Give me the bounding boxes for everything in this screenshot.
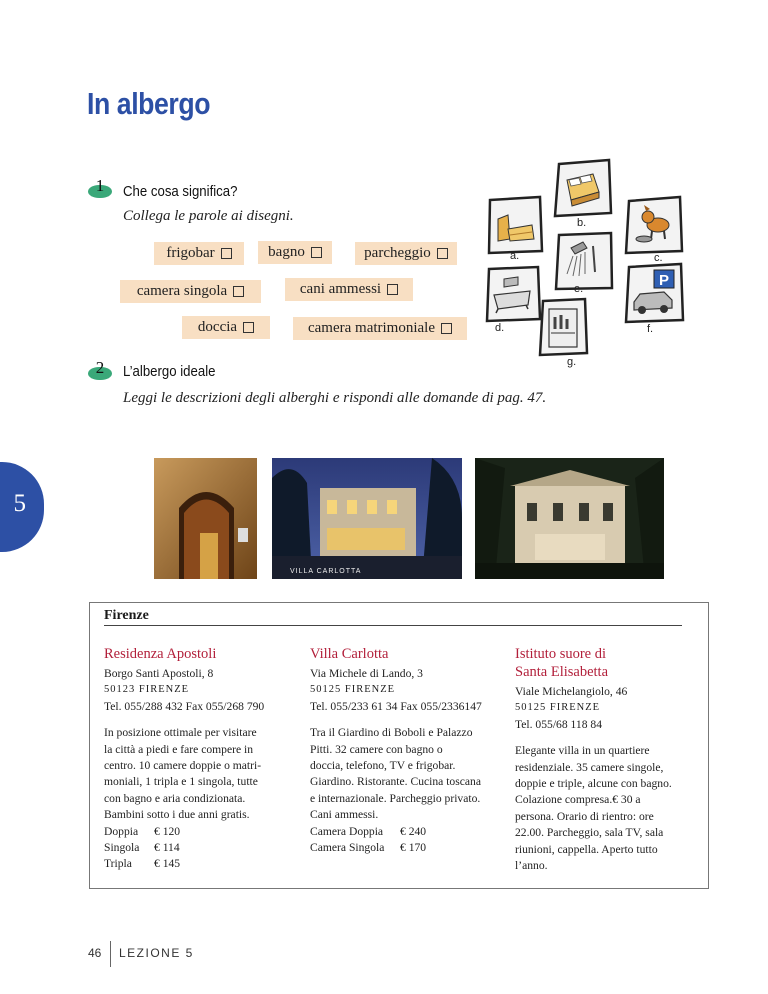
picture-letter-g: g. [567,356,577,368]
description-line: persona. Orario di rientro: ore [515,809,654,823]
drawing-minibar-icon [537,297,589,357]
photo-istituto-santa-elisabetta [475,458,664,579]
checkbox[interactable] [243,322,254,333]
checkbox[interactable] [387,284,398,295]
hotel-cap: 50123 FIRENZE [104,684,190,696]
picture-letter-a: a. [510,250,520,262]
hotel-phone: Tel. 055/68 118 84 [515,717,602,731]
hotel-column-villa-carlotta [310,645,500,856]
word-chip-bagno [258,241,332,264]
hotel-cap: 50125 FIRENZE [515,702,601,714]
chapter-tab [0,462,44,552]
description-line: la città a piedi e fare compere in [104,742,254,756]
description-line: con bagno e aria condizionata. [104,791,246,805]
checkbox[interactable] [437,248,448,259]
price-label: Doppia [104,824,139,838]
word-label: frigobar [166,245,215,261]
word-chip-cani-ammessi [285,278,413,301]
description-line: Tra il Giardino di Boboli e Palazzo [310,726,473,740]
price-label: Camera Singola [310,841,385,855]
picture-letter-d: d. [495,322,505,334]
price-row [310,840,500,856]
chapter-number: 5 [13,490,26,517]
lesson-label: LEZIONE 5 [119,946,194,960]
description-line: l’anno. [515,859,548,873]
hotel-listings-box [89,602,709,889]
hotel-column-residenza-apostoli [104,645,294,873]
word-label: parcheggio [364,245,431,261]
word-label: camera singola [136,283,228,299]
city-heading: Firenze [104,608,149,623]
exercise-2-badge [88,358,112,380]
hotel-name: Residenza Apostoli [104,646,217,662]
description-line: Colazione compresa.€ 30 a [515,793,641,807]
description-line: e internazionale. Parcheggio privato. [310,791,481,805]
page-title: In albergo [87,86,211,121]
drawing-double-bed-icon [553,158,613,218]
exercise-1-badge [88,176,112,198]
word-chip-parcheggio [355,242,457,265]
price-value: € 145 [154,857,181,871]
photo-residenza-apostoli [154,458,257,579]
checkbox[interactable] [233,286,244,297]
exercise-1-title: Che cosa significa? [123,183,238,200]
hotel-address: Borgo Santi Apostoli, 8 [104,667,214,680]
picture-letter-c: c. [654,252,663,264]
word-label: camera matrimoniale [307,320,436,336]
word-label: cani ammessi [299,281,382,297]
word-chip-camera-matrimoniale [293,317,467,340]
exercise-1-instruction: Collega le parole ai disegni. [123,208,294,224]
drawing-parking-icon [624,262,686,324]
villa-sign-text: VILLA CARLOTTA [290,568,362,575]
description-line: centro. 10 camere doppie o matri- [104,759,262,773]
description-line: riunioni, cappella. Aperto tutto [515,842,658,856]
price-label: Singola [104,841,140,855]
price-row [104,824,294,840]
drawing-single-bed-icon [486,195,544,255]
hotel-cap: 50125 FIRENZE [310,684,396,696]
checkbox[interactable] [441,323,452,334]
drawing-dog-icon [624,195,684,255]
description-line: In posizione ottimale per visitare [104,726,257,740]
description-line: moniali, 1 tripla e 1 singola, tutte [104,775,258,789]
hotel-phone: Tel. 055/233 61 34 Fax 055/2336147 [310,699,482,713]
price-value: € 240 [400,824,427,838]
word-chip-camera-singola [120,280,261,303]
hotel-name-line: Istituto suore di [515,646,607,662]
price-label: Tripla [104,857,132,871]
exercise-2-title: L’albergo ideale [123,363,216,380]
description-line: 22.00. Parcheggio, sala TV, sala [515,826,664,840]
hotel-column-istituto-santa-elisabetta [515,645,705,874]
description-line: residenziale. 35 camere singole, [515,760,664,774]
description-line: doccia, telefono, TV e frigobar. [310,759,456,773]
drawing-shower-icon [553,230,615,292]
picture-letter-e: e. [574,283,584,295]
exercise-2-instruction: Leggi le descrizioni degli alberghi e rispondi alle domande di pag. 47. [123,390,547,406]
price-row [104,840,294,856]
word-chip-doccia [182,316,270,339]
photo-villa-carlotta [272,458,462,579]
hotel-name: Villa Carlotta [310,646,389,662]
description-line: Bambini sotto i due anni gratis. [104,808,250,822]
svg-text:P: P [659,272,670,289]
price-row [310,824,500,840]
picture-letter-f: f. [647,323,654,335]
hotel-address: Viale Michelangiolo, 46 [515,685,628,698]
hotel-address: Via Michele di Lando, 3 [310,667,423,680]
description-line: Giardino. Ristorante. Cucina toscana [310,775,481,789]
word-label: bagno [268,244,305,260]
exercise-1-number: 1 [95,176,105,195]
drawing-bathtub-icon [484,265,542,323]
description-line: Cani ammessi. [310,808,379,822]
price-label: Camera Doppia [310,824,384,838]
city-divider [104,625,682,626]
description-line: Elegante villa in un quartiere [515,744,650,758]
picture-letter-b: b. [577,217,587,229]
checkbox[interactable] [311,247,322,258]
word-chip-frigobar [154,242,244,265]
page-number: 46 [88,946,102,960]
footer-divider [110,941,111,967]
price-row [104,856,294,872]
hotel-name-line: Santa Elisabetta [515,664,609,680]
exercise-2-number: 2 [95,358,105,377]
price-value: € 114 [154,841,180,855]
description-line: Pitti. 32 camere con bagno o [310,742,443,756]
price-value: € 120 [154,824,181,838]
hotel-phone: Tel. 055/288 432 Fax 055/268 790 [104,699,265,713]
checkbox[interactable] [221,248,232,259]
price-value: € 170 [400,841,427,855]
description-line: doppie e triple, alcune con bagno. [515,777,672,791]
word-label: doccia [197,319,238,335]
